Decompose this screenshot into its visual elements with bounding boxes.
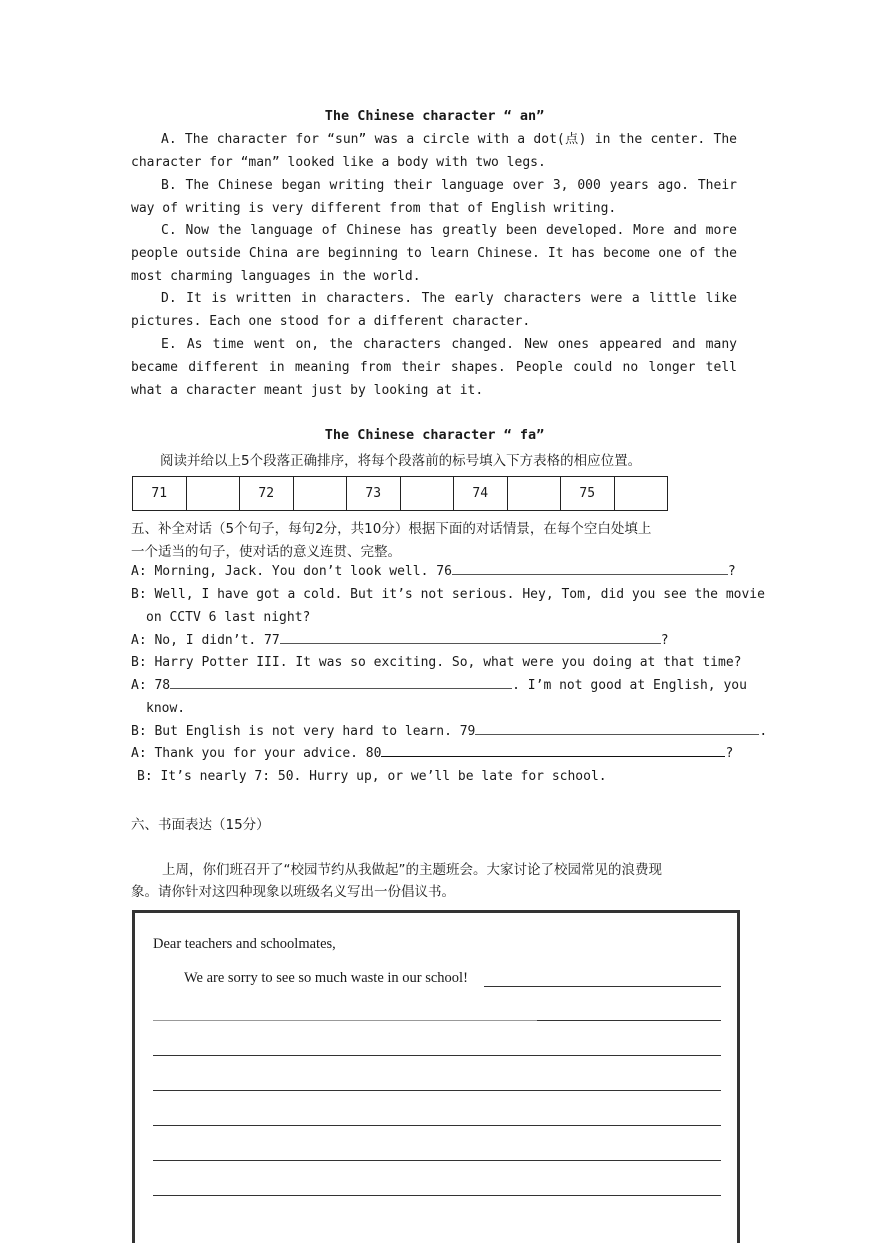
- dialogue-line-79: B: But English is not very hard to learn. 79 .: [131, 720, 767, 743]
- dialogue-line-77: A: No, I didn’t. 77 ?: [131, 629, 669, 652]
- blank-79[interactable]: [475, 720, 759, 735]
- answer-cell-74[interactable]: [507, 477, 561, 511]
- ordering-instruction: 阅读并给以上5个段落正确排序，将每个段落前的标号填入下方表格的相应位置。: [160, 453, 642, 469]
- paragraph-b: B. The Chinese began writing their language over 3, 000 years ago. Their way of writing is very different from that of English writing.: [131, 178, 737, 216]
- blank-78[interactable]: [170, 674, 512, 689]
- paragraph-a: A. The character for “sun” was a circle with a dot(点) in the center. The character for “man” looked like a body with two legs.: [131, 132, 737, 170]
- writing-prompt-line2: 象。请你针对这四种现象以班级名义写出一份倡议书。: [131, 884, 455, 900]
- title-character-fa: The Chinese character “ fa”: [324, 427, 545, 443]
- paragraph-d: D. It is written in characters. The early characters were a little like pictures. Each one stood for a different character.: [131, 291, 737, 329]
- writing-line-7[interactable]: [153, 1195, 721, 1196]
- dialogue-line-80: A: Thank you for your advice. 80 ?: [131, 742, 733, 765]
- writing-line-4[interactable]: [153, 1090, 721, 1091]
- dialogue-line-78-cont: know.: [146, 701, 186, 716]
- dialogue-line-b5: B: It’s nearly 7: 50. Hurry up, or we’ll be late for school.: [137, 769, 607, 784]
- answer-cell-75[interactable]: [614, 477, 668, 511]
- blank-80[interactable]: [381, 742, 725, 757]
- dialogue-line-78: A: 78 . I’m not good at English, you: [131, 674, 747, 697]
- dialogue-line-76: A: Morning, Jack. You don’t look well. 76 ?: [131, 560, 736, 583]
- dialogue-line-b1-cont: on CCTV 6 last night?: [146, 610, 311, 625]
- writing-line-1[interactable]: [484, 986, 721, 987]
- writing-line-3[interactable]: [153, 1055, 721, 1056]
- answer-cell-72[interactable]: [293, 477, 347, 511]
- writing-prompt-line1: 上周，你们班召开了“校园节约从我做起”的主题班会。大家讨论了校园常见的浪费现: [162, 862, 662, 878]
- writing-box[interactable]: [132, 910, 740, 1243]
- section5-heading-line1: 五、补全对话（5个句子，每句2分，共10分）根据下面的对话情景，在每个空白处填上: [131, 521, 652, 537]
- answer-cell-71[interactable]: [186, 477, 240, 511]
- paragraph-c: C. Now the language of Chinese has greatly been developed. More and more people outside China are beginning to learn Chinese. It has become one of the most charming languages in the world.: [131, 223, 737, 284]
- table-number-73: 73: [347, 477, 401, 511]
- blank-76[interactable]: [452, 560, 728, 575]
- section5-heading-line2: 一个适当的句子，使对话的意义连贯、完整。: [131, 544, 401, 560]
- dialogue-line-b1: B: Well, I have got a cold. But it’s not serious. Hey, Tom, did you see the movie: [131, 587, 765, 602]
- letter-greeting: Dear teachers and schoolmates,: [153, 936, 336, 952]
- section6-heading: 六、书面表达（15分）: [131, 817, 270, 833]
- table-number-72: 72: [240, 477, 294, 511]
- answer-table: [132, 476, 668, 511]
- table-number-74: 74: [454, 477, 508, 511]
- writing-line-6[interactable]: [153, 1160, 721, 1161]
- title-character-an: The Chinese character “ an”: [324, 108, 545, 124]
- blank-77[interactable]: [280, 629, 661, 644]
- answer-cell-73[interactable]: [400, 477, 454, 511]
- writing-line-2-dark: [537, 1020, 721, 1021]
- dialogue-line-b2: B: Harry Potter III. It was so exciting. So, what were you doing at that time?: [131, 655, 742, 670]
- paragraph-e: E. As time went on, the characters changed. New ones appeared and many became different in meaning from their shapes. People could no longer tell what a character meant just by looking at it.: [131, 337, 737, 398]
- writing-line-5[interactable]: [153, 1125, 721, 1126]
- table-number-71: 71: [133, 477, 187, 511]
- letter-opening: We are sorry to see so much waste in our school!: [184, 970, 468, 986]
- table-number-75: 75: [561, 477, 615, 511]
